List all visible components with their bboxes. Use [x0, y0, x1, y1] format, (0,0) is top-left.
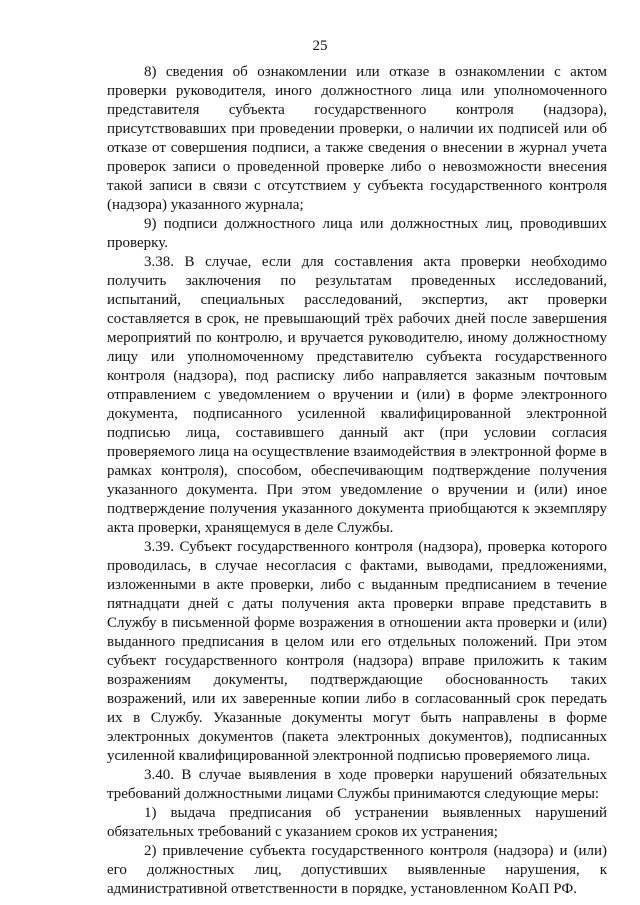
paragraph-p340-2	[107, 842, 607, 899]
text-line: контроля (надзора), под расписку либо направляется заказным почтовым	[107, 368, 607, 384]
text-line: проверку.	[107, 235, 169, 251]
text-line: обязательных требований с указанием сроков их устранения;	[107, 824, 498, 840]
text-line: указанного документа. При этом уведомление о вручении и (или) иное	[107, 482, 607, 498]
text-line: подписью лица, составившего данный акт (при условии согласия	[107, 425, 607, 441]
text-line: Службу в письменной форме возражения в отношении акта проверки и (или)	[107, 615, 607, 631]
text-line: такой записи в связи с отсутствием у субъекта государственного контроля	[107, 178, 607, 194]
text-line: получить заключения по результатам проведенных исследований,	[107, 273, 607, 289]
text-line: возражений, или их заверенные копии либо в согласованный срок передать	[107, 691, 607, 707]
text-line: 9) подписи должностного лица или должностных лиц, проводивших	[144, 216, 607, 232]
text-line: выданного предписания в целом или его отдельных положений. При этом	[107, 634, 607, 650]
paragraph-p338	[107, 253, 607, 538]
text-line: возражениям документы, подтверждающие обоснованность таких	[107, 672, 607, 688]
text-line: административной ответственности в порядке, установленном КоАП РФ.	[107, 881, 577, 897]
text-line: представителя субъекта государственного контроля (надзора),	[107, 102, 607, 118]
paragraph-p340-1	[107, 804, 607, 842]
text-line: пятнадцати дней с даты получения акта проверки вправе представить в	[107, 596, 607, 612]
text-line: проверок записи о проведенной проверке либо о невозможности внесения	[107, 159, 607, 175]
text-line: рамках контроля), способом, обеспечивающим подтверждение получения	[107, 463, 607, 479]
text-line: их в Службу. Указанные документы могут быть направлены в форме	[107, 710, 607, 726]
text-line: отправлением с уведомлением о вручении и (или) в форме электронного	[107, 387, 607, 403]
text-line: (надзора) указанного журнала;	[107, 197, 304, 213]
text-line: 3.39. Субъект государственного контроля (надзора), проверка которого	[144, 539, 607, 555]
text-line: испытаний, специальных расследований, экспертиз, акт проверки	[107, 292, 607, 308]
text-line: акта проверки, хранящемуся в деле Службы.	[107, 520, 394, 536]
text-line: составляется в срок, не превышающий трёх рабочих дней после завершения	[107, 311, 607, 327]
text-line: 2) привлечение субъекта государственного контроля (надзора) и (или)	[144, 843, 607, 859]
text-line: электронных документов (пакета электронных документов), подписанных	[107, 729, 607, 745]
text-line: проводилась, в случае несогласия с фактами, выводами, предложениями,	[107, 558, 607, 574]
text-line: усиленной квалифицированной электронной подписью проверяемого лица.	[107, 748, 591, 764]
text-line: его должностных лиц, допустивших выявленные нарушения, к	[107, 862, 607, 878]
text-line: изложенными в акте проверки, либо с выданным предписанием в течение	[107, 577, 607, 593]
paragraph-p340	[107, 766, 607, 804]
page-number: 25	[312, 38, 328, 54]
text-line: документа, подписанного усиленной квалифицированной электронной	[107, 406, 607, 422]
paragraph-p339	[107, 538, 607, 766]
text-line: лицу или уполномоченному представителю субъекта государственного	[107, 349, 607, 365]
text-line: требований должностными лицами Службы принимаются следующие меры:	[107, 786, 600, 802]
text-line: присутствовавших при проведении проверки, о наличии их подписей или об	[107, 121, 607, 137]
text-line: отказе от совершения подписи, а также сведения о внесении в журнал учета	[107, 140, 607, 156]
text-line: 3.40. В случае выявления в ходе проверки нарушений обязательных	[144, 767, 607, 783]
text-line: подтверждение получения указанного документа приобщаются к экземпляру	[107, 501, 607, 517]
text-line: проверки руководителя, иного должностного лица или уполномоченного	[107, 83, 607, 99]
text-line: мероприятий по контролю, и вручается руководителю, иному должностному	[107, 330, 607, 346]
paragraph-p8	[107, 63, 607, 215]
text-line: субъект государственного контроля (надзора) вправе приложить к таким	[107, 653, 607, 669]
text-line: проверяемого лица на осуществление взаимодействия в электронной форме в	[107, 444, 607, 460]
text-line: 8) сведения об ознакомлении или отказе в ознакомлении с актом	[144, 64, 607, 80]
text-line: 3.38. В случае, если для составления акта проверки необходимо	[144, 254, 607, 270]
document-body	[107, 63, 607, 899]
paragraph-p9	[107, 215, 607, 253]
text-line: 1) выдача предписания об устранении выявленных нарушений	[144, 805, 607, 821]
